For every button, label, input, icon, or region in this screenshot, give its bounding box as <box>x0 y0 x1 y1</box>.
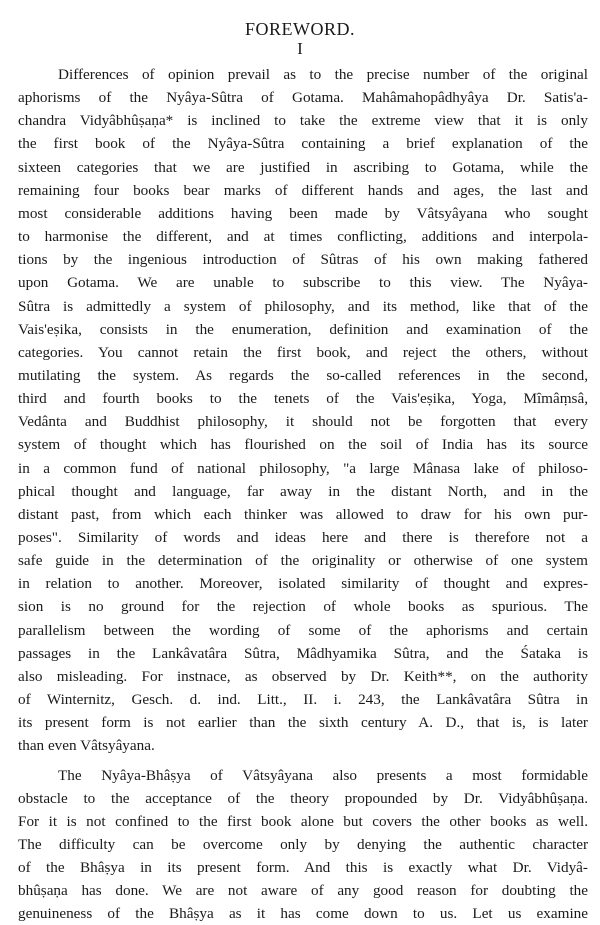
text-line: Vedânta and Buddhist philosophy, it should not be forgotten that every <box>18 413 588 431</box>
text-line: to harmonise the different, and at times conflicting, additions and interpola- <box>18 228 588 246</box>
text-line: Vais'eṣika, consists in the enumeration, definition and examination of the <box>18 320 588 338</box>
text-line: categories. You cannot retain the first book, and reject the others, without <box>18 343 588 361</box>
text-line: poses". Similarity of words and ideas here and there is therefore not a <box>18 529 588 546</box>
text-line: For it is not confined to the first book alone but covers the other books as well. <box>18 812 588 830</box>
text-line: remaining four books bear marks of different hands and ages, the last and <box>18 181 588 199</box>
text-line: phical thought and language, far away in the distant North, and in the <box>18 482 588 500</box>
text-line: system of thought which has flourished on the soil of India has its source <box>18 436 588 454</box>
text-line: mutilating the system. As regards the so-called references in the second, <box>18 366 588 384</box>
text-line: of the Bhâṣya in its present form. And this is exactly what Dr. Vidyâ- <box>18 859 588 877</box>
text-line: of Winternitz, Gesch. d. ind. Litt., II. i. 243, the Lankâvatâra Sûtra in <box>18 691 588 709</box>
text-line: chandra Vidyâbhûṣaṇa* is inclined to take the extreme view that it is only <box>18 112 588 130</box>
text-line: than even Vâtsyâyana. <box>18 737 155 755</box>
text-line: its present form is not earlier than the sixth century A. D., that is, is later <box>18 714 588 732</box>
text-line: The difficulty can be overcome only by denying the authentic character <box>18 835 588 853</box>
text-line: parallelism between the wording of some of the aphorisms and certain <box>18 621 588 639</box>
text-line: Differences of opinion prevail as to the precise number of the original <box>58 66 588 83</box>
text-line: sixteen categories that we are justified in ascribing to Gotama, while the <box>18 158 588 176</box>
text-line: also misleading. For instnace, as observed by Dr. Keith**, on the authority <box>18 667 588 685</box>
text-line: sion is no ground for the rejection of whole books as spurious. The <box>18 598 588 616</box>
text-line: obstacle to the acceptance of the theory propounded by Dr. Vidyâbhûṣaṇa. <box>18 789 588 807</box>
text-line: the first book of the Nyâya-Sûtra containing a brief explanation of the <box>18 135 588 153</box>
text-line: passages in the Lankâvatâra Sûtra, Mâdhyamika Sûtra, and the Śataka is <box>18 644 588 662</box>
text-line: The Nyâya-Bhâṣya of Vâtsyâyana also presents a most formidable <box>58 766 588 784</box>
text-line: genuineness of the Bhâṣya as it has come down to us. Let us examine <box>18 905 588 923</box>
text-line: tions by the ingenious introduction of Sûtras of his own making fathered <box>18 251 588 269</box>
text-line: aphorisms of the Nyâya-Sûtra of Gotama. Mahâmahopâdhyâya Dr. Satis'a- <box>18 89 588 107</box>
text-line: in relation to another. Moreover, isolated similarity of thought and expres- <box>18 575 588 593</box>
text-line: bhûṣaṇa has done. We are not aware of any good reason for doubting the <box>18 882 588 900</box>
text-line: upon Gotama. We are unable to subscribe to this view. The Nyâya- <box>18 274 588 292</box>
section-numeral: I <box>297 39 303 58</box>
text-line: distant past, from which each thinker was allowed to draw for his own pur- <box>18 505 588 523</box>
page-title: FOREWORD. <box>244 19 355 39</box>
text-line: safe guide in the determination of the originality or otherwise of one system <box>18 552 588 570</box>
text-line: third and fourth books to the tenets of the Vais'eṣika, Yoga, Mîmâṃsâ, <box>18 390 588 408</box>
text-line: Sûtra is admittedly a system of philosophy, and its method, like that of the <box>18 297 588 315</box>
text-line: in a common fund of national philosophy, "a large Mânasa lake of philoso- <box>18 459 588 477</box>
text-line: most considerable additions having been made by Vâtsyâyana who sought <box>18 204 588 222</box>
